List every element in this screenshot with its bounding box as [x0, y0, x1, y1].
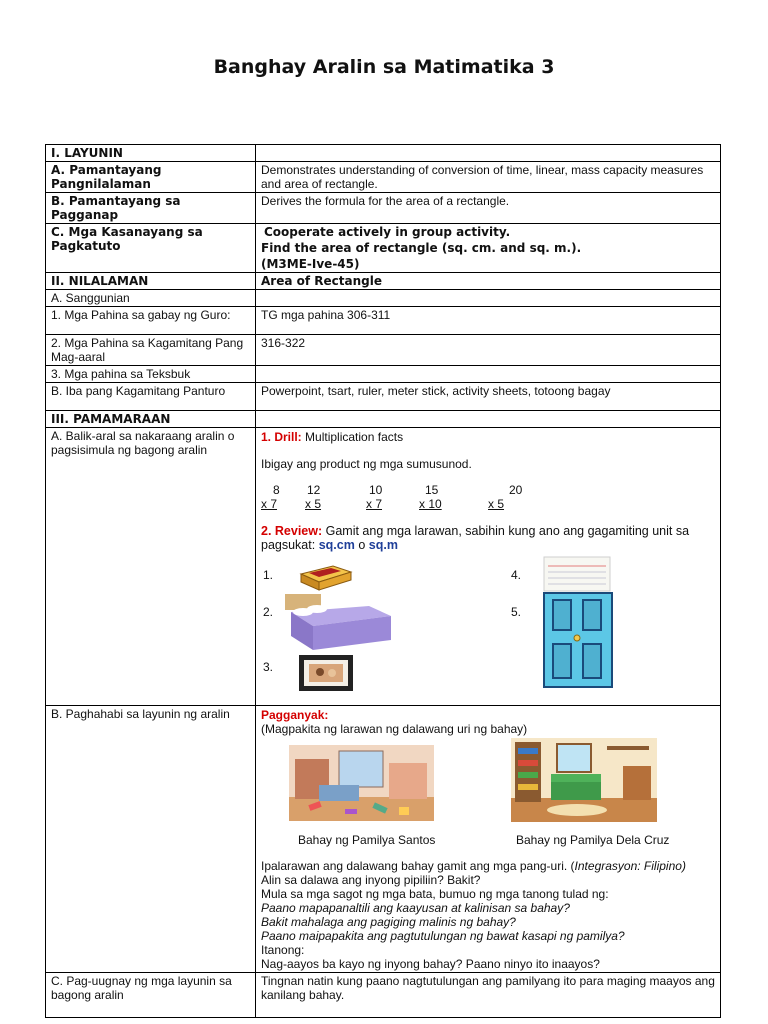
factor: 12: [307, 483, 321, 497]
objective-line: Find the area of rectangle (sq. cm. and sq. m.).: [261, 241, 582, 255]
table-row: [46, 383, 721, 411]
table-row: [46, 307, 721, 335]
table-row: [46, 224, 721, 273]
row-value: [256, 224, 721, 273]
table-row: [46, 193, 721, 224]
row-value: TG mga pahina 306-311: [256, 307, 721, 335]
table-row: [46, 273, 721, 290]
item-number: 4.: [511, 568, 522, 582]
item-number: 2.: [263, 605, 274, 619]
row-value: [256, 706, 721, 973]
drill-instruction: Ibigay ang product ng mga sumusunod.: [261, 457, 472, 471]
row-label: 1. Mga Pahina sa gabay ng Guro:: [46, 307, 256, 335]
section-heading: II. NILALAMAN: [46, 273, 256, 290]
multiplier: x 7: [261, 497, 278, 511]
multiplier: x 10: [419, 497, 442, 511]
multiplication-bottom-row: [261, 497, 715, 511]
table-row: [46, 366, 721, 383]
messy-room-icon: [289, 745, 434, 821]
table-row: [46, 162, 721, 193]
index-card-icon: [543, 556, 611, 592]
row-value: Demonstrates understanding of conversion of time, linear, mass capacity measures and area of rectangle.: [256, 162, 721, 193]
objective-code: (M3ME-Ive-45): [261, 257, 360, 271]
bed-icon: [283, 592, 395, 654]
row-label: B. Pamantayang sa Pagganap: [46, 193, 256, 224]
row-label: B. Paghahabi sa layunin ng aralin: [46, 706, 256, 973]
row-label: B. Iba pang Kagamitang Panturo: [46, 383, 256, 411]
factor: 8: [273, 483, 280, 497]
row-value: Area of Rectangle: [256, 273, 721, 290]
drill-label: 1. Drill:: [261, 430, 302, 444]
question: Paano maipapakita ang pagtutulungan ng bawat kasapi ng pamilya?: [261, 929, 625, 943]
pagganyak-title: Pagganyak:: [261, 708, 329, 722]
row-value: 316-322: [256, 335, 721, 366]
paragraph-describe: [261, 859, 715, 873]
factor: 10: [369, 483, 383, 497]
table-row: [46, 428, 721, 706]
row-value: [256, 428, 721, 706]
unit-or: o: [358, 538, 366, 552]
item-number: 3.: [263, 660, 274, 674]
multiplier: x 5: [305, 497, 322, 511]
matchbox-icon: [297, 560, 353, 592]
row-label: A. Pamantayang Pangnilalaman: [46, 162, 256, 193]
pagganyak-subtitle: (Magpakita ng larawan ng dalawang uri ng bahay): [261, 722, 528, 736]
table-row: [46, 335, 721, 366]
row-value: Derives the formula for the area of a rectangle.: [256, 193, 721, 224]
table-row: [46, 145, 721, 162]
multiplier: x 5: [488, 497, 505, 511]
multiplier: x 7: [366, 497, 383, 511]
section-heading: III. PAMAMARAAN: [46, 411, 256, 428]
door-icon: [543, 592, 613, 688]
house-pictures: [261, 736, 715, 856]
section-heading: I. LAYUNIN: [46, 145, 256, 162]
lesson-plan-table: [45, 144, 721, 1018]
tidy-room-icon: [511, 738, 657, 822]
question: Nag-aayos ba kayo ng inyong bahay? Paano ninyo ito inaayos?: [261, 957, 600, 971]
multiplication-top-row: [261, 483, 715, 497]
unit-sq-cm: sq.cm: [318, 538, 355, 552]
house-caption-santos: Bahay ng Pamilya Santos: [298, 833, 436, 847]
page-title: Banghay Aralin sa Matimatika 3: [213, 56, 555, 78]
unit-sq-m: sq.m: [368, 538, 398, 552]
review-label: 2. Review:: [261, 524, 323, 538]
picture-frame-icon: [298, 654, 354, 692]
factor: 20: [509, 483, 523, 497]
integration-note: Integrasyon: Filipino): [574, 859, 686, 873]
row-label: C. Mga Kasanayang sa Pagkatuto: [46, 224, 256, 273]
question: Bakit mahalaga ang pagiging malinis ng bahay?: [261, 915, 516, 929]
question: Mula sa mga sagot ng mga bata, bumuo ng mga tanong tulad ng:: [261, 887, 609, 901]
item-number: 5.: [511, 605, 522, 619]
objective-line: Cooperate actively in group activity.: [264, 225, 511, 239]
review-text: Gamit ang mga larawan, sabihin kung ano ang gagamiting unit sa pagsukat:: [261, 524, 690, 552]
row-label: 3. Mga pahina sa Teksbuk: [46, 366, 256, 383]
item-number: 1.: [263, 568, 274, 582]
drill-text: Multiplication facts: [305, 430, 404, 444]
factor: 15: [425, 483, 439, 497]
question: Itanong:: [261, 943, 305, 957]
question: Paano mapapanaltili ang kaayusan at kalinisan sa bahay?: [261, 901, 570, 915]
row-value: Tingnan natin kung paano nagtutulungan ang pamilyang ito para maging maayos ang kanilang bahay.: [256, 973, 721, 1018]
table-row: [46, 706, 721, 973]
row-label: 2. Mga Pahina sa Kagamitang Pang Mag-aaral: [46, 335, 256, 366]
table-row: [46, 973, 721, 1018]
row-label: A. Sanggunian: [46, 290, 256, 307]
house-caption-dela-cruz: Bahay ng Pamilya Dela Cruz: [516, 833, 670, 847]
describe-text: Ipalarawan ang dalawang bahay gamit ang mga pang-uri. (: [261, 859, 575, 873]
row-value: Powerpoint, tsart, ruler, meter stick, activity sheets, totoong bagay: [256, 383, 721, 411]
question: Alin sa dalawa ang inyong pipiliin? Bakit?: [261, 873, 481, 887]
table-row: [46, 411, 721, 428]
review-pictures: [261, 552, 715, 704]
row-label: C. Pag-uugnay ng mga layunin sa bagong aralin: [46, 973, 256, 1018]
row-label: A. Balik-aral sa nakaraang aralin o pagsisimula ng bagong aralin: [46, 428, 256, 706]
table-row: [46, 290, 721, 307]
